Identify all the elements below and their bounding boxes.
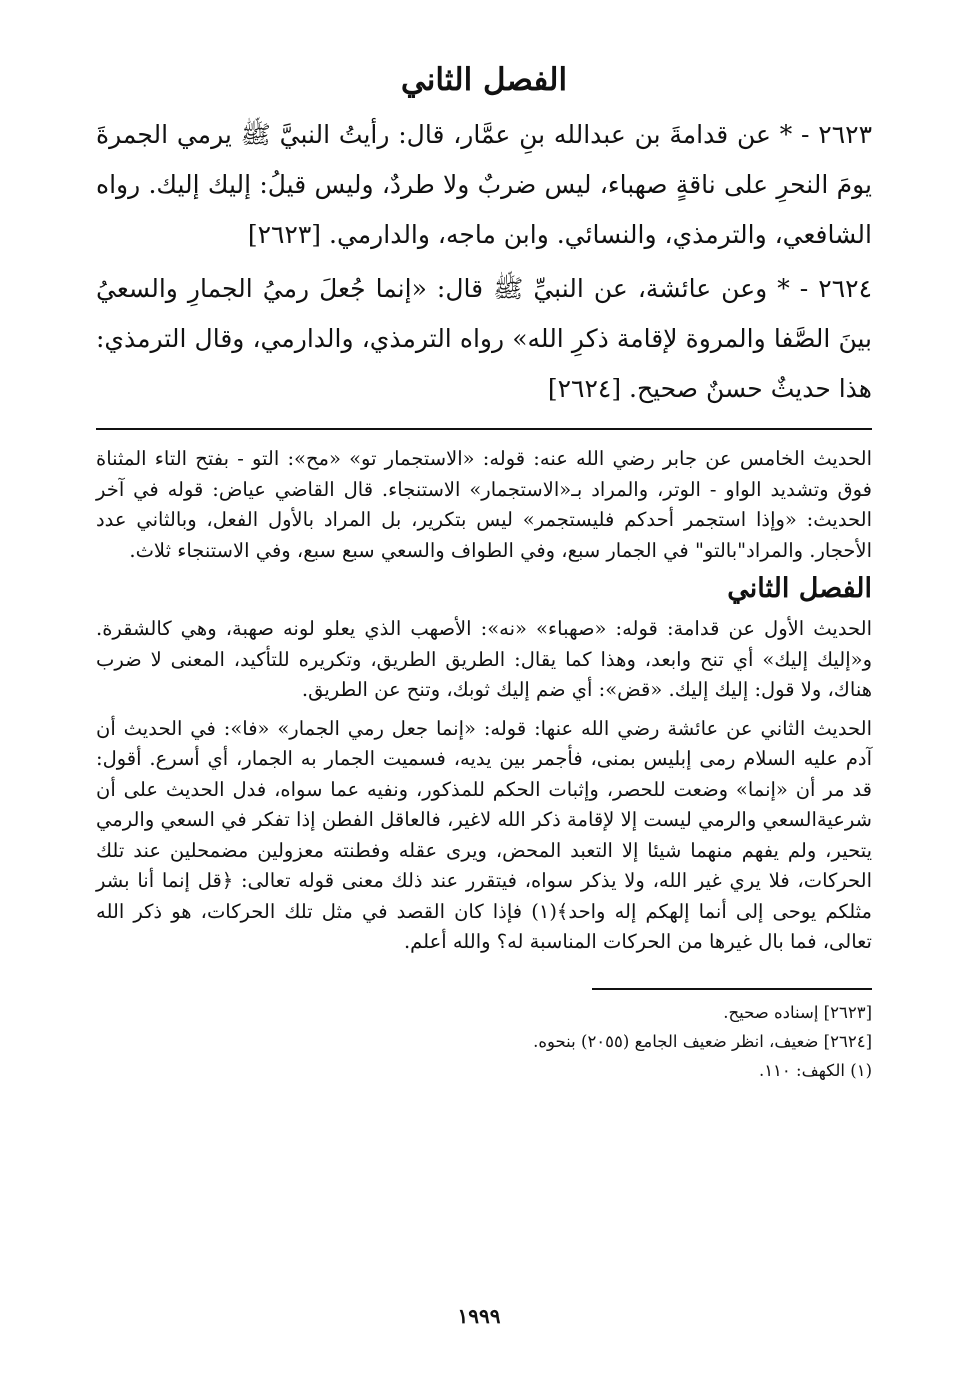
commentary-heading: الفصل الثاني [727, 573, 872, 604]
commentary-paragraph-3: الحديث الثاني عن عائشة رضي الله عنها: قوله: «إنما جعل رمي الجمار» «فا»: في الحديث أن آدم عليه السلام رمى إبليس بمنى، فأجمر بين يديه، فسميت الجمار به الجمار، أي أسرع. أقول: قد مر أن «إنما» وضعت للحصر، وإثبات الحكم للمذكور، ونفيه عما سواه، فدل الحديث على أن شرعيةالسعي والرمي ليست إلا لإقامة ذكر الله لاغير، فالعاقل الفطن إذا تفكر في السعي والرمي يتحير، ولم يفهم منهما شيئا إلا التعبد المحض، ويرى عقله وفطنته معزولين مضمحلين عند تلك الحركات، فلا يري غير الله، ولا يذكر سواه، فيتقرر عند ذلك معنى قوله تعالى: ﴿قل إنما أنا بشر مثلكم يوحى إلى أنما إلهكم إله واحد﴾(١) فإذا كان القصد في مثل تلك الحركات، هو ذكر الله تعالى، فما بال غيرها من الحركات المناسبة له؟ والله أعلم. [96, 716, 872, 953]
commentary-paragraph-2: الحديث الأول عن قدامة: قوله: «صهباء» «نه»: الأصهب الذي يعلو لونه صهبة، وهي كالشقرة. و«إليك إليك» أي تنح وابعد، وهذا كما يقال: الطريق الطريق، وتكريره للتأكيد، المعنى لا ضرب هناك، ولا قول: إليك إليك. «قض»: أي ضم إليك ثوبك، وتنح عن الطريق. [96, 617, 872, 701]
footnote-1: (١) الكهف: ١١٠. [758, 1060, 872, 1080]
footnote-divider [592, 988, 872, 990]
main-divider [96, 428, 872, 430]
main-text [96, 110, 872, 414]
page-number: ١٩٩٩ [457, 1304, 501, 1328]
footnote-2624: [٢٦٢٤] ضعيف، انظر ضعيف الجامع (٢٠٥٥) بنحوه. [533, 1031, 872, 1051]
commentary-paragraph-1: الحديث الخامس عن جابر رضي الله عنه: قوله: «الاستجمار تو» «مح»: التو - بفتح التاء المثناة فوق وتشديد الواو - الوتر، والمراد بـ«الاستجمار» الاستنجاء. قال القاضي عياض: قوله في آخر الحديث: «وإذا استجمر أحدكم فليستجمر» ليس بتكرير، بل المراد بالأول الفعل، وبالثاني عدد الأحجار. والمراد"بالتو" في الجمار سبع، وفي الطواف والسعي سبع سبع، وفي الاستنجاء ثلاث. [96, 447, 872, 562]
hadith-2623: ٢٦٢٣ - * عن قدامةَ بن عبدالله بنِ عمَّار، قال: رأيتُ النبيَّ ﷺ يرمي الجمرةَ يومَ النحرِ على ناقةٍ صهباء، ليس ضربٌ ولا طردٌ، وليس قيلُ: إليك إليك. رواه الشافعي، والترمذي، والنسائي. وابن ماجه، والدارمي. [٢٦٢٣] [96, 120, 872, 249]
page-title: الفصل الثاني [400, 62, 568, 98]
hadith-2624: ٢٦٢٤ - * وعن عائشة، عن النبيِّ ﷺ قال: «إنما جُعلَ رميُ الجمارِ والسعيُ بينَ الصَّفا والمروة لإقامة ذكرِ الله» رواه الترمذي، والدارمي، وقال الترمذي: هذا حديثٌ حسنٌ صحيح. [٢٦٢٤] [96, 274, 872, 403]
footnotes [96, 998, 872, 1085]
commentary [96, 444, 872, 958]
footnote-2623: [٢٦٢٣] إسناده صحيح. [723, 1002, 872, 1022]
